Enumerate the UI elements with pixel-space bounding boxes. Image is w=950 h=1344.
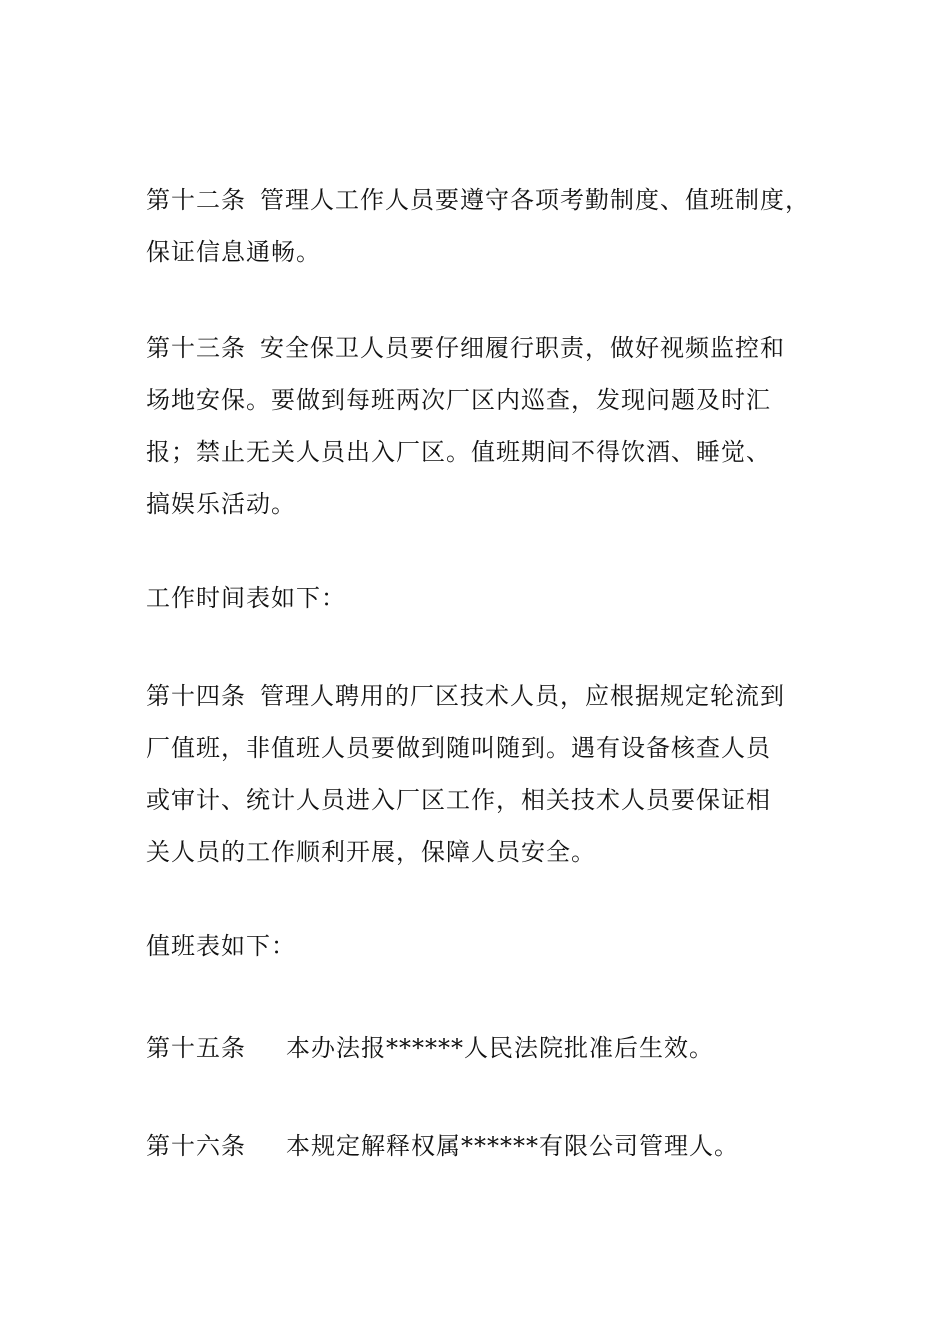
article-14-line-3: 或审计、统计人员进入厂区工作，相关技术人员要保证相 — [146, 786, 771, 814]
article-13-line-1: 第十三条 安全保卫人员要仔细履行职责，做好视频监控和 — [146, 334, 785, 362]
article-13-line-3: 报；禁止无关人员出入厂区。值班期间不得饮酒、睡觉、 — [146, 438, 771, 466]
article-12-line-1: 第十二条 管理人工作人员要遵守各项考勤制度、值班制度， — [146, 186, 810, 214]
article-13-heading: 第十三条 — [146, 334, 246, 362]
article-12-line-2: 保证信息通畅。 — [146, 238, 321, 266]
article-14-heading: 第十四条 — [146, 682, 246, 710]
article-16-text: 本规定解释权属******有限公司管理人。 — [286, 1132, 739, 1160]
article-12-heading: 第十二条 — [146, 186, 246, 214]
worktime-note: 工作时间表如下： — [146, 584, 346, 612]
article-15-text: 本办法报******人民法院批准后生效。 — [286, 1034, 714, 1062]
duty-note: 值班表如下： — [146, 932, 296, 960]
article-13-line-2: 场地安保。要做到每班两次厂区内巡查，发现问题及时汇 — [146, 386, 771, 414]
article-16-heading: 第十六条 — [146, 1132, 246, 1160]
article-12 — [146, 174, 836, 278]
article-13 — [146, 322, 836, 530]
article-14-line-1: 第十四条 管理人聘用的厂区技术人员，应根据规定轮流到 — [146, 682, 785, 710]
article-14 — [146, 670, 836, 878]
article-15 — [146, 1022, 836, 1074]
article-14-line-4: 关人员的工作顺利开展，保障人员安全。 — [146, 838, 596, 866]
article-14-line-2: 厂值班，非值班人员要做到随叫随到。遇有设备核查人员 — [146, 734, 771, 762]
article-15-heading: 第十五条 — [146, 1034, 246, 1062]
article-16 — [146, 1120, 836, 1172]
article-13-line-4: 搞娱乐活动。 — [146, 490, 296, 518]
